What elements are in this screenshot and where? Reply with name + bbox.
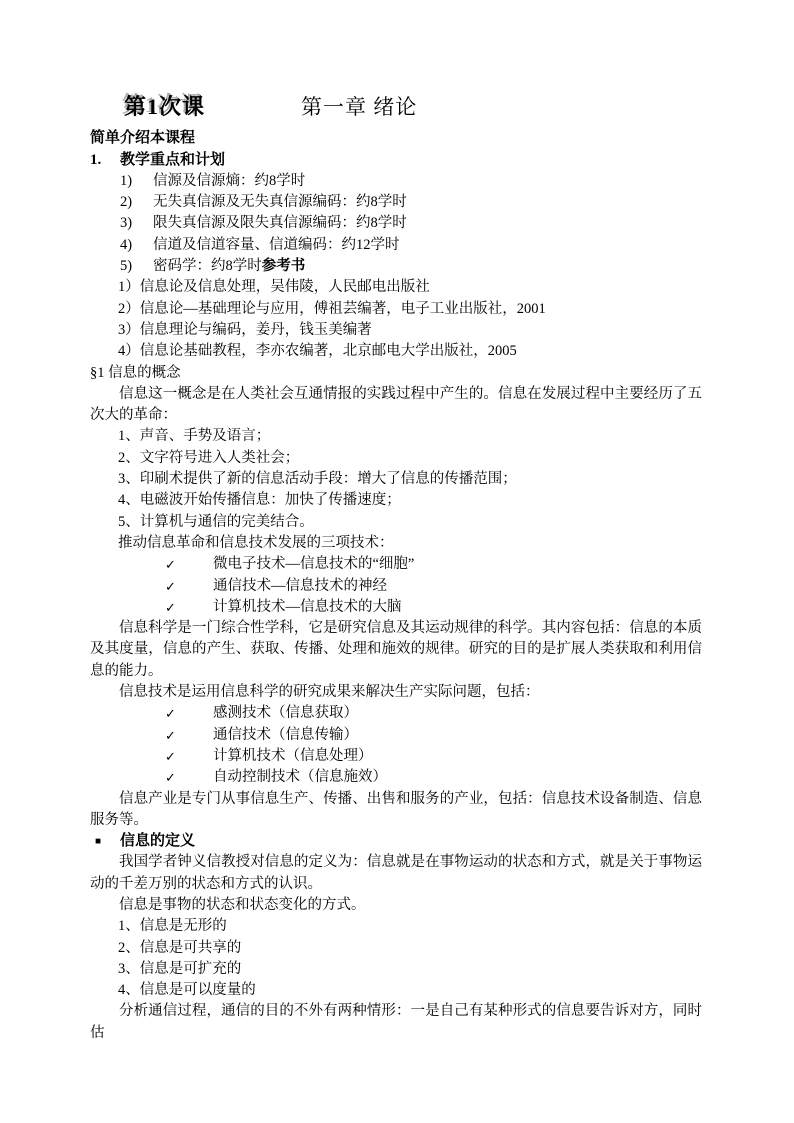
check-icon: ✓ <box>165 557 176 573</box>
paragraph-tech-intro: 信息技术是运用信息科学的研究成果来解决生产实际问题，包括： <box>119 684 540 701</box>
driver-item-text: 微电子技术—信息技术的“细胞” <box>213 556 415 573</box>
driver-item-text: 通信技术—信息技术的神经 <box>213 577 387 594</box>
chapter-heading: 第一章 绪论 <box>301 95 418 119</box>
property-item: 4、信息是可以度量的 <box>118 982 256 999</box>
property-item: 1、信息是无形的 <box>118 918 227 935</box>
plan-item <box>90 235 702 256</box>
paragraph-info-origin: 信息这一概念是在人类社会互通情报的实践过程中产生的。信息在发展过程中主要经历了五次大的革命： <box>90 385 702 424</box>
driver-item <box>90 554 702 575</box>
check-icon: ✓ <box>165 748 176 764</box>
plan-item-number: 5) <box>120 258 133 275</box>
technology-item-text: 通信技术（信息传输） <box>213 726 358 743</box>
definition-heading-row <box>95 831 702 852</box>
plan-heading-title: 教学重点和计划 <box>120 151 226 168</box>
paragraph-information-industry: 信息产业是专门从事信息生产、传播、出售和服务的产业，包括：信息技术设备制造、信息服务等。 <box>90 790 702 828</box>
lesson-number-heading: 第1次课 <box>124 94 206 119</box>
technology-item <box>90 703 702 724</box>
title-row <box>124 96 702 118</box>
revolution-item: 1、声音、手势及语言； <box>118 428 271 445</box>
technology-item <box>90 746 702 767</box>
technology-item <box>90 725 702 746</box>
reference-item: 2）信息论—基础理论与应用，傅祖芸编著，电子工业出版社，2001 <box>118 300 546 317</box>
check-icon: ✓ <box>165 578 176 594</box>
driver-item-text: 计算机技术—信息技术的大脑 <box>213 598 402 615</box>
paragraph-state-definition: 信息是事物的状态和状态变化的方式。 <box>119 896 366 913</box>
plan-item-number: 1) <box>120 172 133 189</box>
property-item: 3、信息是可扩充的 <box>118 960 242 977</box>
technology-item-text: 计算机技术（信息处理） <box>213 747 373 764</box>
paragraph-zhong-definition: 我国学者钟义信教授对信息的定义为：信息就是在事物运动的状态和方式，就是关于事物运动的千差万别的状态和方式的认识。 <box>90 854 702 892</box>
driver-item <box>90 597 702 618</box>
plan-item-text: 信道及信道容量、信道编码：约12学时 <box>153 236 400 253</box>
plan-item-text: 限失真信源及限失真信源编码：约8学时 <box>153 215 407 232</box>
definition-heading: 信息的定义 <box>120 833 196 850</box>
drivers-intro-line: 推动信息革命和信息技术发展的三项技术： <box>118 534 394 551</box>
check-icon: ✓ <box>165 599 176 615</box>
references-inline-heading: 参考书 <box>261 258 306 275</box>
plan-item <box>90 192 702 213</box>
driver-item <box>90 576 702 597</box>
plan-item <box>90 171 702 192</box>
check-icon: ✓ <box>165 770 176 786</box>
reference-item: 4）信息论基础教程，李亦农编著，北京邮电大学出版社，2005 <box>118 343 517 360</box>
plan-heading <box>90 150 702 171</box>
square-bullet-icon: ■ <box>95 836 102 848</box>
plan-item-number: 2) <box>120 194 133 211</box>
paragraph-information-science: 信息科学是一门综合性学科，它是研究信息及其运动规律的科学。其内容包括：信息的本质及其度量，信息的产生、获取、传播、处理和施效的规律。研究的目的是扩展人类获取和利用信息的能力。 <box>90 620 702 679</box>
plan-item-number: 3) <box>120 215 133 232</box>
check-icon: ✓ <box>165 706 176 722</box>
reference-item: 1）信息论及信息处理，吴伟陵，人民邮电出版社 <box>118 279 430 296</box>
plan-item-text: 密码学：约8学时参考书 <box>153 258 306 275</box>
paragraph-communication-analysis: 分析通信过程，通信的目的不外有两种情形：一是自己有某种形式的信息要告诉对方，同时估 <box>90 1003 702 1041</box>
plan-item-text: 信源及信源熵：约8学时 <box>153 172 306 189</box>
check-icon: ✓ <box>165 727 176 743</box>
plan-heading-number: 1. <box>90 151 102 168</box>
intro-heading: 简单介绍本课程 <box>90 130 196 147</box>
technology-item <box>90 767 702 788</box>
technology-item-text: 自动控制技术（信息施效） <box>213 769 387 786</box>
revolution-item: 3、印刷术提供了新的信息活动手段：增大了信息的传播范围； <box>118 471 517 488</box>
revolution-item: 5、计算机与通信的完美结合。 <box>118 513 314 530</box>
technology-item-text: 感测技术（信息获取） <box>213 705 358 722</box>
section1-heading: §1 信息的概念 <box>90 364 181 381</box>
plan-item <box>90 213 702 234</box>
plan-item-number: 4) <box>120 236 133 253</box>
reference-item: 3）信息理论与编码，姜丹，钱玉美编著 <box>118 321 372 338</box>
plan-item <box>90 256 702 277</box>
property-item: 2、信息是可共享的 <box>118 939 242 956</box>
revolution-item: 4、电磁波开始传播信息：加快了传播速度； <box>118 492 401 509</box>
plan-item-text: 无失真信源及无失真信源编码：约8学时 <box>153 194 407 211</box>
revolution-item: 2、文字符号进入人类社会； <box>118 449 300 466</box>
